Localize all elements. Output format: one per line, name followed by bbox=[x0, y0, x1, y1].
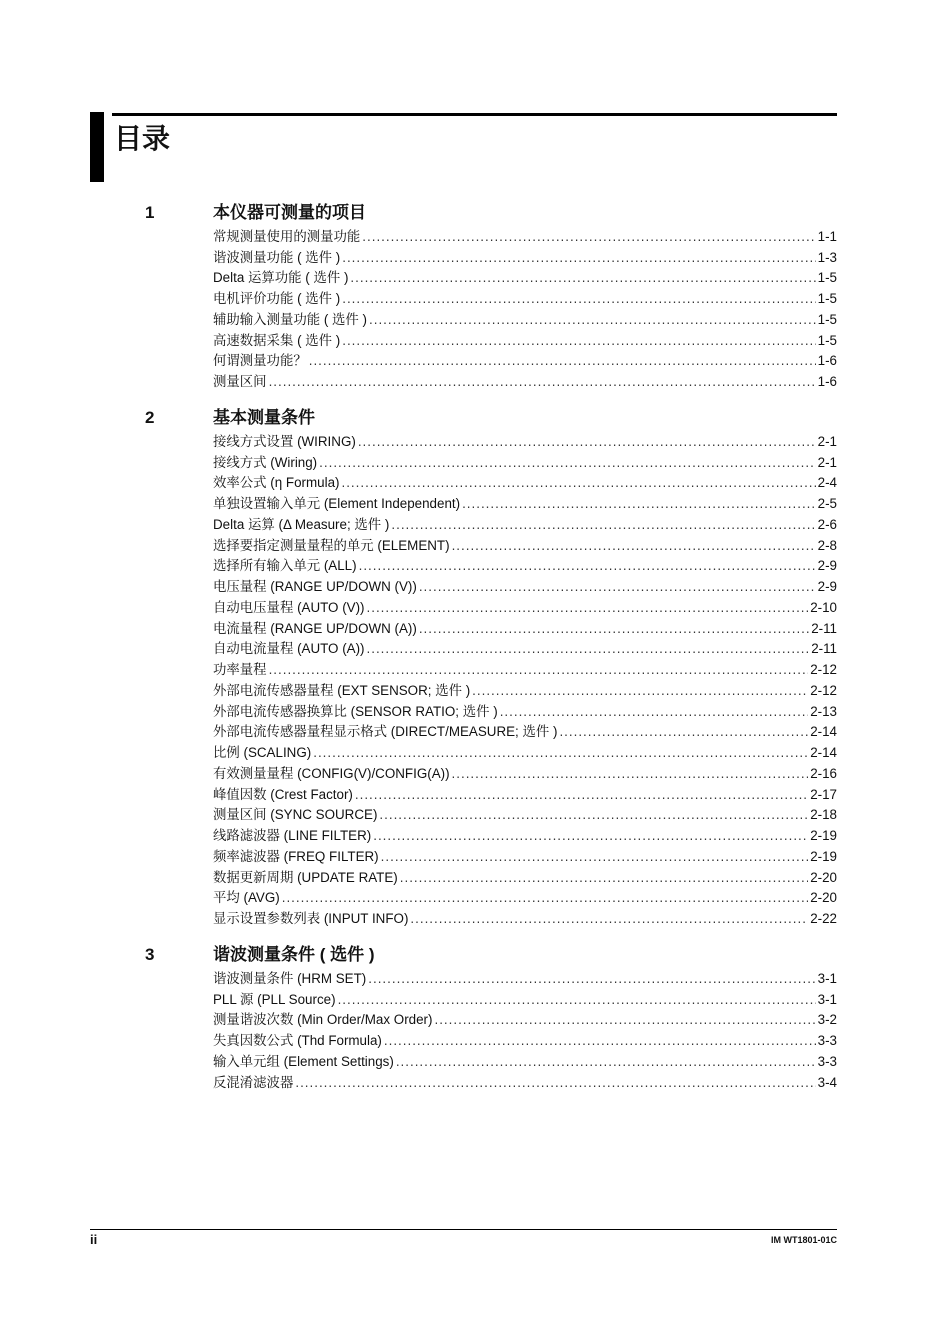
chapter-number: 3 bbox=[145, 945, 155, 964]
toc-entry[interactable] bbox=[213, 534, 837, 555]
toc-entry-title: 功率量程 bbox=[213, 662, 267, 677]
toc-entry[interactable] bbox=[213, 329, 837, 350]
toc-entry[interactable] bbox=[213, 887, 837, 908]
chapter-title[interactable]: 本仪器可测量的项目 bbox=[213, 203, 366, 222]
chapter-title[interactable]: 谐波测量条件 ( 选件 ) bbox=[213, 945, 375, 964]
toc-entry-title: 何谓测量功能？ bbox=[213, 353, 307, 369]
dot-leader bbox=[434, 1011, 815, 1029]
dot-leader bbox=[419, 578, 816, 596]
toc-entry-page: 2-1 bbox=[817, 454, 837, 470]
toc-entry[interactable] bbox=[213, 721, 837, 742]
dot-leader bbox=[369, 311, 816, 329]
toc-entry[interactable] bbox=[213, 246, 837, 267]
dot-leader bbox=[341, 474, 815, 492]
toc-entry[interactable] bbox=[213, 267, 837, 288]
toc-entry[interactable] bbox=[213, 596, 837, 617]
toc-entry[interactable] bbox=[213, 370, 837, 391]
toc-entry-title: 测量区间 bbox=[213, 374, 267, 389]
toc-entry-title: 高速数据采集 ( 选件 ) bbox=[213, 332, 341, 348]
toc-entry[interactable] bbox=[213, 1071, 837, 1092]
toc-entry-title: 显示设置参数列表 (INPUT INFO) bbox=[213, 911, 409, 926]
dot-leader bbox=[373, 827, 808, 845]
dot-leader bbox=[396, 1053, 816, 1071]
toc-entry-page: 2-1 bbox=[817, 433, 837, 449]
toc-entry[interactable] bbox=[213, 658, 837, 679]
dot-leader bbox=[391, 516, 815, 534]
toc-entry-page: 2-10 bbox=[810, 599, 837, 615]
toc-entry-title: 外部电流传感器换算比 (SENSOR RATIO; 选件 ) bbox=[213, 703, 498, 719]
chapter-entries bbox=[213, 430, 837, 928]
toc-entry-title: 接线方式 (Wiring) bbox=[213, 454, 318, 470]
toc-entry[interactable] bbox=[213, 967, 837, 988]
toc-entry-page: 2-11 bbox=[811, 641, 837, 657]
toc-entry-title: 谐波测量功能 ( 选件 ) bbox=[213, 249, 341, 265]
toc-entry-page: 2-9 bbox=[817, 579, 837, 594]
toc-entry-title: 测量谐波次数 (Min Order/Max Order) bbox=[213, 1012, 433, 1028]
page-title: 目录 bbox=[114, 123, 171, 154]
chapter-number: 1 bbox=[145, 203, 155, 222]
toc-entry[interactable] bbox=[213, 804, 837, 825]
toc-entry[interactable] bbox=[213, 513, 837, 534]
title-rule bbox=[112, 113, 837, 116]
dot-leader bbox=[410, 910, 808, 928]
toc-entry[interactable] bbox=[213, 1029, 837, 1050]
toc-entry-page: 3-2 bbox=[817, 1012, 837, 1028]
toc-entry-page: 2-17 bbox=[810, 786, 837, 802]
toc-entry-title: 自动电压量程 (AUTO (V)) bbox=[213, 599, 365, 615]
toc-entry[interactable] bbox=[213, 617, 837, 638]
toc-entry-page: 3-1 bbox=[817, 970, 837, 986]
dot-leader bbox=[462, 495, 816, 513]
dot-leader bbox=[472, 682, 808, 700]
toc-entry-title: Delta 运算功能 ( 选件 ) bbox=[213, 270, 349, 286]
toc-entry-page: 2-14 bbox=[810, 724, 837, 740]
footer-rule bbox=[90, 1229, 837, 1230]
dot-leader bbox=[419, 620, 809, 638]
dot-leader bbox=[367, 640, 810, 658]
dot-leader bbox=[342, 332, 815, 350]
toc-entry-page: 3-3 bbox=[817, 1053, 837, 1069]
toc-entry-title: 辅助输入测量功能 ( 选件 ) bbox=[213, 311, 367, 327]
toc-entry-title: 电机评价功能 ( 选件 ) bbox=[213, 291, 341, 306]
toc-entry-page: 2-12 bbox=[810, 662, 837, 677]
toc-entry[interactable] bbox=[213, 1050, 837, 1071]
toc-entry-title: 数据更新周期 (UPDATE RATE) bbox=[213, 869, 398, 885]
toc-entry[interactable] bbox=[213, 472, 837, 493]
toc-entry-page: 2-4 bbox=[817, 475, 837, 491]
toc-entry-page: 3-3 bbox=[817, 1033, 837, 1048]
dot-leader bbox=[342, 290, 815, 308]
dot-leader bbox=[452, 537, 816, 555]
dot-leader bbox=[359, 557, 816, 575]
dot-leader bbox=[295, 1074, 815, 1092]
dot-leader bbox=[362, 228, 815, 246]
toc-entry-title: 谐波测量条件 (HRM SET) bbox=[213, 970, 367, 986]
dot-leader bbox=[358, 433, 816, 451]
toc-entry-title: 线路滤波器 (LINE FILTER) bbox=[213, 828, 372, 843]
toc-entry[interactable] bbox=[213, 988, 837, 1009]
toc-entry[interactable] bbox=[213, 287, 837, 308]
dot-leader bbox=[309, 352, 816, 370]
toc-entry-page: 2-11 bbox=[811, 620, 837, 636]
toc-entry[interactable] bbox=[213, 430, 837, 451]
toc-entry-page: 2-16 bbox=[810, 765, 837, 781]
toc-entry-page: 2-20 bbox=[810, 890, 837, 906]
chapter-entries bbox=[213, 225, 837, 391]
toc-entry-page: 1-6 bbox=[817, 374, 837, 389]
toc-entry-page: 1-3 bbox=[817, 249, 837, 265]
toc-entry-title: 单独设置输入单元 (Element Independent) bbox=[213, 496, 461, 511]
toc-entry-page: 1-1 bbox=[817, 228, 837, 244]
dot-leader bbox=[342, 249, 815, 267]
toc-entry-page: 2-13 bbox=[810, 703, 837, 719]
toc-entry-page: 2-18 bbox=[810, 807, 837, 823]
toc-entry-title: PLL 源 (PLL Source) bbox=[213, 991, 336, 1007]
chapter-number: 2 bbox=[145, 408, 155, 427]
dot-leader bbox=[381, 848, 809, 866]
dot-leader bbox=[282, 889, 808, 907]
toc-entry-page: 1-5 bbox=[817, 332, 837, 348]
toc-entry-title: 输入单元组 (Element Settings) bbox=[213, 1053, 394, 1069]
toc-entry-page: 3-1 bbox=[817, 991, 837, 1007]
toc-entry[interactable] bbox=[213, 866, 837, 887]
toc-entry-title: 失真因数公式 (Thd Formula) bbox=[213, 1033, 382, 1048]
toc-entry-page: 1-6 bbox=[817, 353, 837, 369]
dot-leader bbox=[559, 723, 808, 741]
dot-leader bbox=[400, 869, 808, 887]
dot-leader bbox=[452, 765, 809, 783]
dot-leader bbox=[269, 661, 809, 679]
toc-entry-title: 比例 (SCALING) bbox=[213, 745, 312, 760]
toc-entry[interactable] bbox=[213, 638, 837, 659]
dot-leader bbox=[355, 786, 808, 804]
toc-entry[interactable] bbox=[213, 492, 837, 513]
toc-entry-page: 2-9 bbox=[817, 558, 837, 574]
toc-entry[interactable] bbox=[213, 700, 837, 721]
toc-entry-title: 外部电流传感器量程显示格式 (DIRECT/MEASURE; 选件 ) bbox=[213, 724, 558, 740]
toc-entry-page: 1-5 bbox=[817, 291, 837, 306]
dot-leader bbox=[367, 599, 809, 617]
toc-entry-title: 频率滤波器 (FREQ FILTER) bbox=[213, 848, 379, 864]
toc-entry-page: 2-8 bbox=[817, 537, 837, 553]
toc-entry-page: 1-5 bbox=[817, 270, 837, 286]
dot-leader bbox=[313, 744, 808, 762]
title-side-bar bbox=[90, 112, 104, 182]
toc-entry-title: 选择要指定测量量程的单元 (ELEMENT) bbox=[213, 537, 450, 553]
toc-entry-page: 2-19 bbox=[810, 828, 837, 843]
toc-entry[interactable] bbox=[213, 308, 837, 329]
dot-leader bbox=[338, 991, 816, 1009]
toc-entry-title: 效率公式 (η Formula) bbox=[213, 475, 340, 491]
toc-entry-title: 接线方式设置 (WIRING) bbox=[213, 433, 356, 449]
toc-entry-title: 外部电流传感器量程 (EXT SENSOR; 选件 ) bbox=[213, 682, 471, 698]
toc-entry-page: 2-14 bbox=[810, 745, 837, 760]
dot-leader bbox=[379, 806, 808, 824]
toc-entry-title: 电压量程 (RANGE UP/DOWN (V)) bbox=[213, 579, 417, 594]
toc-entry-title: 选择所有输入单元 (ALL) bbox=[213, 558, 357, 574]
toc-entry-title: 自动电流量程 (AUTO (A)) bbox=[213, 641, 365, 657]
chapter-title[interactable]: 基本测量条件 bbox=[213, 408, 315, 427]
toc-entry[interactable] bbox=[213, 451, 837, 472]
toc-entry-page: 2-6 bbox=[817, 516, 837, 532]
toc-entry-title: 峰值因数 (Crest Factor) bbox=[213, 786, 353, 802]
toc-entry-title: 平均 (AVG) bbox=[213, 890, 280, 906]
toc-entry[interactable] bbox=[213, 845, 837, 866]
toc-entry-page: 2-19 bbox=[810, 848, 837, 864]
toc-entry[interactable] bbox=[213, 575, 837, 596]
dot-leader bbox=[500, 703, 809, 721]
toc-entry[interactable] bbox=[213, 225, 837, 246]
dot-leader bbox=[319, 454, 815, 472]
toc-entry-title: 常规测量使用的测量功能 bbox=[213, 228, 361, 244]
dot-leader bbox=[269, 373, 816, 391]
toc-entry[interactable] bbox=[213, 824, 837, 845]
toc-entry-page: 2-5 bbox=[817, 496, 837, 511]
toc-entry[interactable] bbox=[213, 783, 837, 804]
toc-entry-page: 3-4 bbox=[817, 1074, 837, 1090]
toc-entry[interactable] bbox=[213, 350, 837, 371]
toc-entry[interactable] bbox=[213, 1009, 837, 1030]
chapter-entries bbox=[213, 967, 837, 1092]
toc-entry[interactable] bbox=[213, 907, 837, 928]
footer-page-number: ii bbox=[90, 1232, 98, 1247]
toc-entry-page: 2-22 bbox=[810, 911, 837, 926]
toc-entry-title: Delta 运算 (Δ Measure; 选件 ) bbox=[213, 516, 390, 532]
dot-leader bbox=[384, 1032, 816, 1050]
toc-entry-page: 2-20 bbox=[810, 869, 837, 885]
toc-entry[interactable] bbox=[213, 741, 837, 762]
footer-doc-id: IM WT1801-01C bbox=[770, 1235, 837, 1245]
toc-entry[interactable] bbox=[213, 555, 837, 576]
toc-entry-title: 有效测量量程 (CONFIG(V)/CONFIG(A)) bbox=[213, 765, 450, 781]
toc-entry-title: 反混淆滤波器 bbox=[213, 1074, 294, 1090]
toc-entry[interactable] bbox=[213, 679, 837, 700]
toc-entry-title: 电流量程 (RANGE UP/DOWN (A)) bbox=[213, 620, 417, 636]
toc-entry-page: 2-12 bbox=[810, 682, 837, 698]
dot-leader bbox=[350, 269, 815, 287]
toc-entry-title: 测量区间 (SYNC SOURCE) bbox=[213, 807, 378, 823]
dot-leader bbox=[368, 970, 815, 988]
toc-entry-page: 1-5 bbox=[817, 311, 837, 327]
toc-entry[interactable] bbox=[213, 762, 837, 783]
